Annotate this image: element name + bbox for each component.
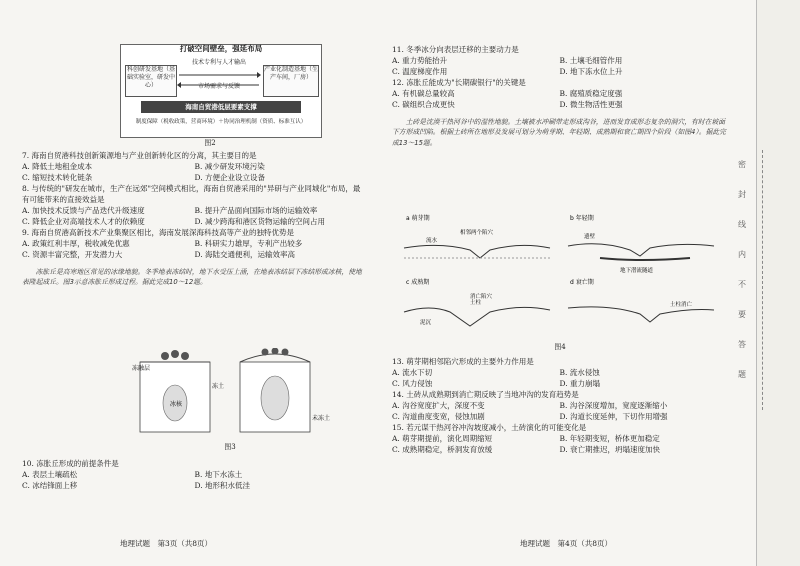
- binding-char: 密: [738, 160, 746, 169]
- left-page-footer: 地理试题 第3页（共8页）: [120, 539, 213, 548]
- q9-option-c[interactable]: C. 资源丰富完整，开发潜力大: [22, 250, 123, 259]
- q14-option-c[interactable]: C. 沟道曲度变宽，侵蚀加剧: [392, 412, 485, 421]
- q14-option-b[interactable]: B. 沟谷深度增加，宽度逐渐缩小: [559, 401, 668, 410]
- figure-4-label-mud: 泥沉: [420, 320, 432, 326]
- figure-2-caption: 图2: [204, 139, 216, 147]
- q11-option-a[interactable]: A. 重力势能抬升: [392, 56, 448, 65]
- q10-option-a[interactable]: A. 表层土壤疏松: [22, 470, 78, 479]
- q8-option-a[interactable]: A. 加快技术反馈与产品迭代升级速度: [22, 206, 145, 215]
- passage-10-12: 冻胀丘是高寒地区常见的冰缘地貌。冬季地表冻结时，地下水受压上涌，在地表冻结层下冻结形成冰核，使地表隆起成丘。图3示意冻胀丘形成过程。据此完成10～12题。: [22, 267, 362, 287]
- right-page-footer: 地理试题 第4页（共8页）: [520, 539, 613, 548]
- figure-4-stage-a: a 萌芽期: [406, 215, 430, 222]
- q12-option-c[interactable]: C. 碳组织合成更快: [392, 100, 455, 109]
- figure-3-label-a: 冻融层: [132, 365, 151, 372]
- q12-option-a[interactable]: A. 有机碳总量较高: [392, 89, 455, 98]
- q15-option-c[interactable]: C. 成熟期稳定，桥洞发育放缓: [392, 445, 493, 454]
- q11-option-c[interactable]: C. 温度梯度作用: [392, 67, 448, 76]
- figure-2-box-right: 产业化制造基地（生产车间，厂房）: [263, 65, 319, 97]
- figure-2-note: 制度保障（税收政策，营商环境）＋协同治理机制（资质、标准互认）: [135, 119, 307, 125]
- binding-text: [735, 150, 749, 390]
- figure-4-stage-c: c 成熟期: [406, 279, 430, 286]
- q8-option-c[interactable]: C. 降低企业对高端技术人才的依赖度: [22, 217, 145, 226]
- figure-4-stage-d: d 衰亡期: [570, 279, 594, 286]
- figure-4-label-flow: 流水: [426, 238, 438, 244]
- figure-2-box-left: 科创研发基地（基础实验室，研发中心）: [125, 65, 177, 97]
- figure-2-arrow-label: 技术专利与人才输出: [191, 59, 246, 66]
- question-7: 7. 海南自贸港科技创新策源地与产业创新转化区的分离，其主要目的是: [22, 151, 257, 160]
- left-column: [22, 150, 367, 295]
- figure-3-label-d: 未冻土: [312, 415, 330, 422]
- q7-option-a[interactable]: A. 降低土地租金成本: [22, 162, 93, 171]
- figure-4-label-cave: 消亡陷穴: [470, 294, 493, 300]
- binding-line: [762, 150, 763, 410]
- figure-4-label-pillar-gone: 土柱消亡: [670, 302, 693, 308]
- q7-option-b[interactable]: B. 减少研发环境污染: [194, 162, 265, 171]
- binding-char: 题: [738, 370, 746, 379]
- figure-4-label-hole: 相邻两个陷穴: [460, 230, 494, 236]
- figure-2-support-bar: 海南自贸港低层要素支撑: [141, 101, 301, 113]
- q15-option-d[interactable]: D. 衰亡期推迟，坍塌速度加快: [559, 445, 661, 454]
- binding-char: 内: [738, 250, 746, 259]
- figure-4-label-pillar: 土柱: [470, 300, 482, 306]
- question-9: 9. 海南自贸港高新技术产业集聚区相比，海南发展深海科技高等产业的独特优势是: [22, 228, 295, 237]
- q8-option-d[interactable]: D. 减少跨海和港区货物运输的空间占用: [194, 217, 326, 226]
- q15-option-a[interactable]: A. 萌芽期提前，演化周期缩短: [392, 434, 493, 443]
- q10-option-c[interactable]: C. 冰结锋面上移: [22, 481, 78, 490]
- question-10: 10. 冻胀丘形成的前提条件是: [22, 459, 119, 468]
- binding-char: 答: [738, 340, 746, 349]
- figure-3-label-c: 冰核: [170, 401, 183, 408]
- q14-option-d[interactable]: D. 沟道长度延伸，下切作用增强: [559, 412, 668, 421]
- q9-option-b[interactable]: B. 科研实力雄厚，专利产出较多: [194, 239, 303, 248]
- q13-option-a[interactable]: A. 流水下切: [392, 368, 433, 377]
- q10-option-d[interactable]: D. 地形积水低洼: [194, 481, 251, 490]
- question-15: 15. 若元谋干热河谷冲沟坡度减小，土砖演化的可能变化是: [392, 423, 587, 432]
- question-8: 8. 与传统的"研发在城市，生产在远郊"空间模式相比，海南自贸港采用的"异研与产业同城化"布局，最有可能带来的直接效益是: [22, 184, 361, 204]
- q12-option-b[interactable]: B. 腐殖质稳定度强: [559, 89, 623, 98]
- question-13: 13. 萌芽期相邻陷穴形成的主要外力作用是: [392, 357, 534, 366]
- q11-option-b[interactable]: B. 土壤毛细管作用: [559, 56, 623, 65]
- figure-2-arrow-back-label: 市场需求与反馈: [197, 83, 240, 90]
- right-column-bottom: [392, 356, 727, 455]
- figure-2: [120, 44, 322, 138]
- binding-char: 封: [738, 190, 746, 199]
- figure-4-stage-b: b 年轻期: [570, 215, 594, 222]
- q10-option-b[interactable]: B. 地下水冻土: [194, 470, 243, 479]
- figure-4-label-channel: 地下潜流隧道: [620, 268, 654, 274]
- figure-3: [130, 348, 330, 440]
- question-14: 14. 土砖从成熟期到消亡期反映了当地冲沟的发育趋势是: [392, 390, 579, 399]
- binding-char: 线: [738, 220, 746, 229]
- q11-option-d[interactable]: D. 地下冻水位上升: [559, 67, 623, 76]
- question-11: 11. 冬季冰分向表层迁移的主要动力是: [392, 45, 519, 54]
- figure-4-caption: 图4: [554, 343, 566, 351]
- figure-3-caption: 图3: [224, 443, 236, 451]
- q9-option-a[interactable]: A. 政策红利丰厚，税收减免优惠: [22, 239, 130, 248]
- q7-option-c[interactable]: C. 缩短技术转化链条: [22, 173, 93, 182]
- left-column-bottom: [22, 458, 367, 491]
- binding-char: 要: [738, 310, 746, 319]
- q15-option-b[interactable]: B. 年轻期变短，桥体更加稳定: [559, 434, 660, 443]
- q7-option-d[interactable]: D. 方便企业设立设备: [194, 173, 266, 182]
- q13-option-b[interactable]: B. 流水侵蚀: [559, 368, 600, 377]
- q14-option-a[interactable]: A. 沟谷宽度扩大，深度不变: [392, 401, 485, 410]
- binding-char: 不: [738, 280, 746, 289]
- right-column: [392, 44, 727, 155]
- figure-3-label-b: 冻土: [212, 383, 225, 390]
- q12-option-d[interactable]: D. 微生物活性更强: [559, 100, 623, 109]
- figure-4-label-wall: 遗壁: [584, 234, 596, 240]
- q8-option-b[interactable]: B. 提升产品面向国际市场的运输效率: [194, 206, 318, 215]
- figure-2-arrows: [177, 69, 261, 91]
- q13-option-d[interactable]: D. 重力崩塌: [559, 379, 601, 388]
- q13-option-c[interactable]: C. 风力侵蚀: [392, 379, 433, 388]
- passage-13-15: 土砖是沈漠干热河谷中的湿性地貌。土壤被水冲刷带走形成沟谷，进而发育成形态复杂的洞穴，有时在坡面下方形成凹陷。根据土砖所在地形及发展可划分为萌芽期、年轻期、成熟期和衰亡期四个阶段（如图4）。据此完成13～15题。: [392, 117, 726, 147]
- q9-option-d[interactable]: D. 海陆交通便利，运输效率高: [194, 250, 296, 259]
- question-12: 12. 冻胀丘能成为"长期碳银行"的关键是: [392, 78, 526, 87]
- figure-2-title: 打破空间壁垒，强延布局: [179, 44, 263, 53]
- figure-4: [400, 212, 720, 340]
